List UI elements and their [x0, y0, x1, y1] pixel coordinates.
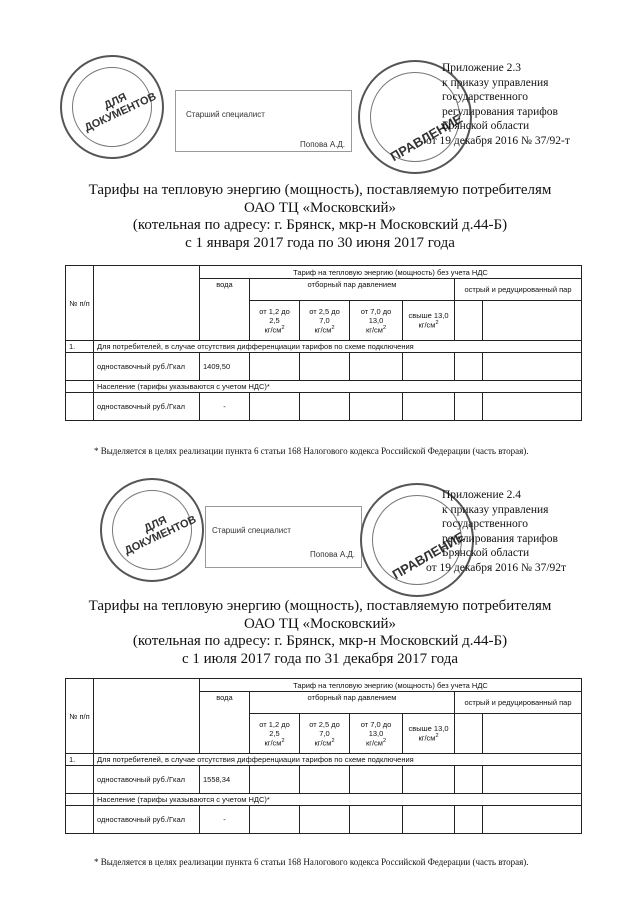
pressure-range: свыше 13,0 [408, 724, 449, 734]
tariff-header: Тариф на тепловую энергию (мощность) без учета НДС [200, 266, 582, 279]
pressure-range: от 1,2 до 2,5 [259, 306, 290, 325]
signer-name: Попова А.Д. [300, 140, 346, 149]
unit-label: кг/см [418, 320, 436, 330]
row-number: 1. [66, 754, 94, 766]
table-row [66, 353, 582, 381]
appendix-line: государственного [442, 518, 528, 530]
unit-exponent: 2 [435, 733, 439, 740]
rate-type: одноставочный руб./Гкал [94, 766, 200, 794]
tariff-header: Тариф на тепловую энергию (мощность) без учета НДС [200, 679, 582, 692]
document-title [0, 182, 640, 252]
row-category: Население (тарифы указываются с учетом НДС)* [94, 794, 582, 806]
sharp-steam-header: острый и редуцированный пар [455, 279, 582, 301]
pressure-col-3 [350, 301, 403, 341]
unit-exponent: 2 [281, 737, 285, 744]
signer-label: Старший специалист [212, 526, 291, 535]
unit-exponent: 2 [281, 324, 285, 331]
stamp-right-text: ПРАВЛЕНИЕ [387, 110, 465, 165]
steam-header: отборный пар давлением [250, 279, 455, 301]
appendix-header [426, 488, 566, 575]
signer-label: Старший специалист [186, 110, 265, 119]
footnote: * Выделяется в целях реализации пункта 6 статьи 168 Налогового кодекса Российской Федерации (часть вторая). [94, 446, 529, 456]
steam-header: отборный пар давлением [250, 692, 455, 714]
water-price: 1409,50 [200, 353, 250, 381]
empty-cell [455, 714, 483, 754]
stamp-right-text: ПРАВЛЕНИЕ [389, 528, 467, 583]
title-line: с 1 января 2017 года по 30 июня 2017 года [185, 234, 455, 251]
unit-exponent: 2 [435, 320, 439, 327]
pressure-col-1 [250, 714, 300, 754]
pressure-col-1 [250, 301, 300, 341]
pressure-range: свыше 13,0 [408, 311, 449, 321]
appendix-line: от 19 декабря 2016 № 37/92-т [426, 134, 570, 147]
unit-label: кг/см [418, 733, 436, 743]
water-header: вода [200, 279, 250, 341]
unit-label: кг/см [264, 325, 282, 335]
title-line: ОАО ТЦ «Московский» [243, 199, 396, 216]
unit-exponent: 2 [382, 737, 387, 744]
pressure-range: от 2,5 до 7,0 [309, 306, 340, 325]
unit-exponent: 2 [331, 324, 335, 331]
unit-label: кг/см [365, 325, 383, 335]
appendix-line: Брянской области [442, 120, 530, 132]
water-header: вода [200, 692, 250, 754]
stamp-left-text: ДЛЯ ДОКУМЕНТОВ [122, 513, 199, 558]
pressure-col-4 [403, 714, 455, 754]
empty-cell [483, 714, 582, 754]
pressure-range: от 1,2 до 2,5 [259, 719, 290, 738]
unit-label: кг/см [365, 738, 383, 748]
tariff-table [65, 265, 582, 421]
pressure-range: от 7,0 до 13,0 [360, 719, 392, 738]
row-category: Для потребителей, в случае отсутствия дифференциации тарифов по схеме подключения [94, 754, 582, 766]
title-line: Тарифы на тепловую энергию (мощность), поставляемую потребителям [88, 182, 552, 198]
rate-type: одноставочный руб./Гкал [94, 353, 200, 381]
unit-label: кг/см [264, 738, 282, 748]
pressure-col-2 [300, 301, 350, 341]
appendix-line: государственного [442, 91, 528, 103]
empty-cell [455, 301, 483, 341]
num-header: № п/п [66, 266, 94, 341]
title-line: Тарифы на тепловую энергию (мощность), поставляемую потребителям [88, 598, 552, 614]
appendix-line: Приложение 2.4 [442, 489, 521, 501]
appendix-line: к приказу управления [442, 503, 549, 516]
empty-header [94, 266, 200, 341]
unit-exponent: 2 [331, 737, 335, 744]
num-header: № п/п [66, 679, 94, 754]
sharp-steam-header: острый и редуцированный пар [455, 692, 582, 714]
title-line: (котельная по адресу: г. Брянск, мкр-н Московский д.44-Б) [132, 217, 508, 233]
pressure-range: от 2,5 до 7,0 [309, 719, 340, 738]
water-price: - [200, 806, 250, 834]
footnote: * Выделяется в целях реализации пункта 6 статьи 168 Налогового кодекса Российской Федерации (часть вторая). [94, 857, 529, 867]
title-line: (котельная по адресу: г. Брянск, мкр-н Московский д.44-Б) [132, 633, 508, 649]
title-line: ОАО ТЦ «Московский» [243, 615, 396, 632]
row-category: Население (тарифы указываются с учетом НДС)* [94, 381, 582, 393]
appendix-line: от 19 декабря 2016 № 37/92т [426, 561, 567, 574]
appendix-header [426, 61, 570, 148]
appendix-line: регулирования тарифов [442, 532, 558, 545]
table-row [66, 766, 582, 794]
signer-name: Попова А.Д. [310, 550, 356, 559]
water-price: - [200, 393, 250, 421]
appendix-line: к приказу управления [442, 76, 549, 89]
appendix-line: Брянской области [442, 547, 530, 559]
rate-type: одноставочный руб./Гкал [94, 393, 200, 421]
appendix-line: регулирования тарифов [442, 105, 558, 118]
title-line: с 1 июля 2017 года по 31 декабря 2017 года [182, 650, 458, 667]
table-row [66, 393, 582, 421]
pressure-col-3 [350, 714, 403, 754]
table-row [66, 806, 582, 834]
tariff-section-2 [0, 478, 640, 905]
empty-header [94, 679, 200, 754]
tariff-table [65, 678, 582, 834]
unit-exponent: 2 [382, 324, 387, 331]
pressure-col-4 [403, 301, 455, 341]
pressure-range: от 7,0 до 13,0 [360, 306, 392, 325]
document-title [0, 598, 640, 668]
row-number: 1. [66, 341, 94, 353]
unit-label: кг/см [314, 738, 332, 748]
rate-type: одноставочный руб./Гкал [94, 806, 200, 834]
stamp-left-text: ДЛЯ ДОКУМЕНТОВ [82, 90, 159, 135]
empty-cell [483, 301, 582, 341]
unit-label: кг/см [314, 325, 332, 335]
pressure-col-2 [300, 714, 350, 754]
appendix-line: Приложение 2.3 [442, 62, 521, 74]
row-category: Для потребителей, в случае отсутствия дифференциации тарифов по схеме подключения [94, 341, 582, 353]
water-price: 1558,34 [200, 766, 250, 794]
